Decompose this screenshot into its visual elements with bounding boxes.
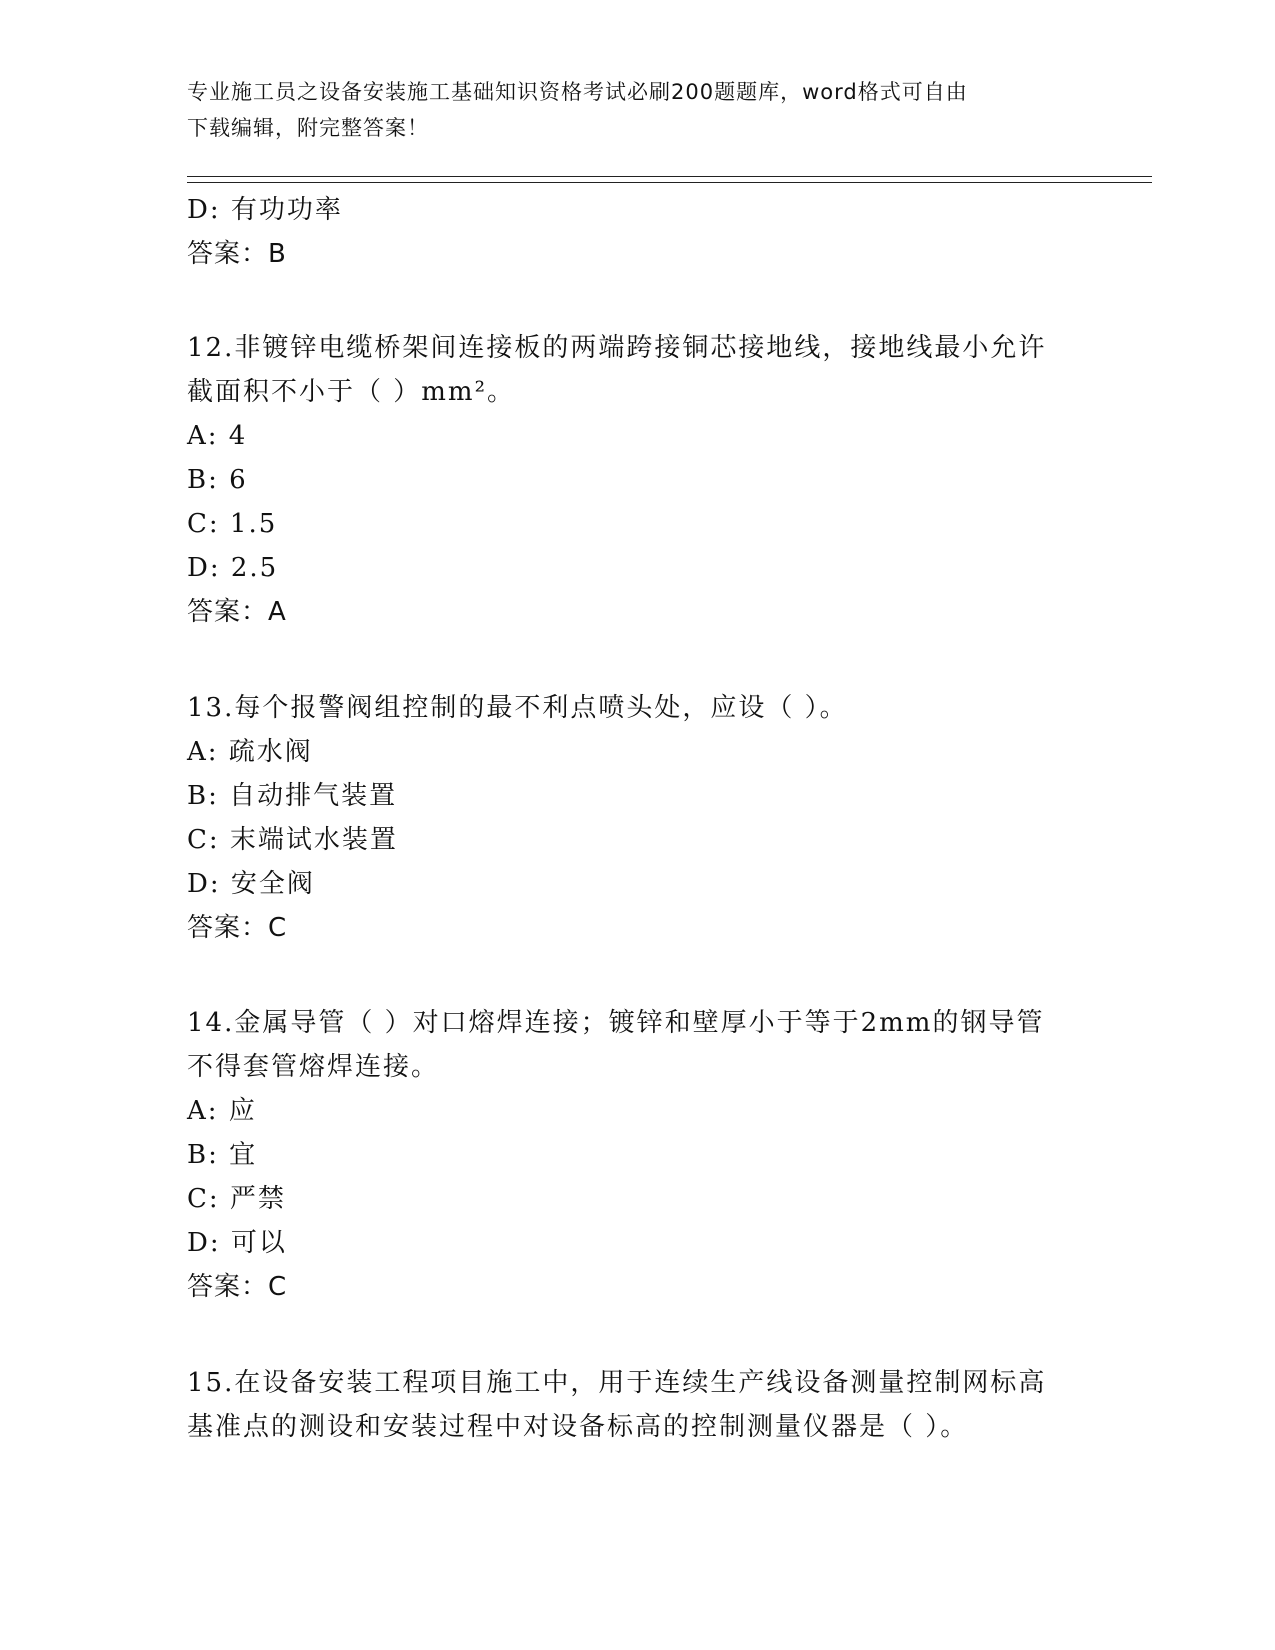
header-line-1: 专业施工员之设备安装施工基础知识资格考试必刷200题题库，word格式可自由	[187, 80, 968, 104]
q14-option-a: A: 应	[187, 1096, 257, 1126]
q12-stem-line-2: 截面积不小于（ ）mm²。	[187, 377, 515, 407]
q13-option-b: B: 自动排气装置	[187, 781, 398, 811]
q11-option-d: D: 有功功率	[187, 195, 343, 225]
q12-option-a: A: 4	[187, 421, 248, 451]
q13-option-c: C: 末端试水装置	[187, 825, 398, 855]
q12-option-b: B: 6	[187, 465, 248, 495]
q14-option-d: D: 可以	[187, 1228, 287, 1258]
header-line-2: 下载编辑，附完整答案！	[187, 116, 429, 140]
document-header	[187, 74, 1067, 146]
q12-option-d: D: 2.5	[187, 553, 279, 583]
q14-option-c: C: 严禁	[187, 1184, 286, 1214]
q12-option-c: C: 1.5	[187, 509, 278, 539]
q11-answer: 答案：B	[187, 239, 287, 269]
header-divider-bottom	[187, 182, 1152, 183]
q12-answer: 答案：A	[187, 597, 287, 627]
q13-option-a: A: 疏水阀	[187, 737, 313, 767]
q15-stem-line-2: 基准点的测设和安装过程中对设备标高的控制测量仪器是（ ）。	[187, 1412, 969, 1442]
header-divider-top	[187, 176, 1152, 177]
q14-stem-line-2: 不得套管熔焊连接。	[187, 1052, 440, 1082]
q12-stem-line-1: 12.非镀锌电缆桥架间连接板的两端跨接铜芯接地线，接地线最小允许	[187, 333, 1047, 363]
q13-stem-line-1: 13.每个报警阀组控制的最不利点喷头处，应设（ ）。	[187, 693, 848, 723]
q14-option-b: B: 宜	[187, 1140, 258, 1170]
q15-stem-line-1: 15.在设备安装工程项目施工中，用于连续生产线设备测量控制网标高	[187, 1368, 1047, 1398]
q13-option-d: D: 安全阀	[187, 869, 315, 899]
q14-stem-line-1: 14.金属导管（ ）对口熔焊连接；镀锌和壁厚小于等于2mm的钢导管	[187, 1008, 1045, 1038]
q13-answer: 答案：C	[187, 913, 288, 943]
q14-answer: 答案：C	[187, 1272, 288, 1302]
